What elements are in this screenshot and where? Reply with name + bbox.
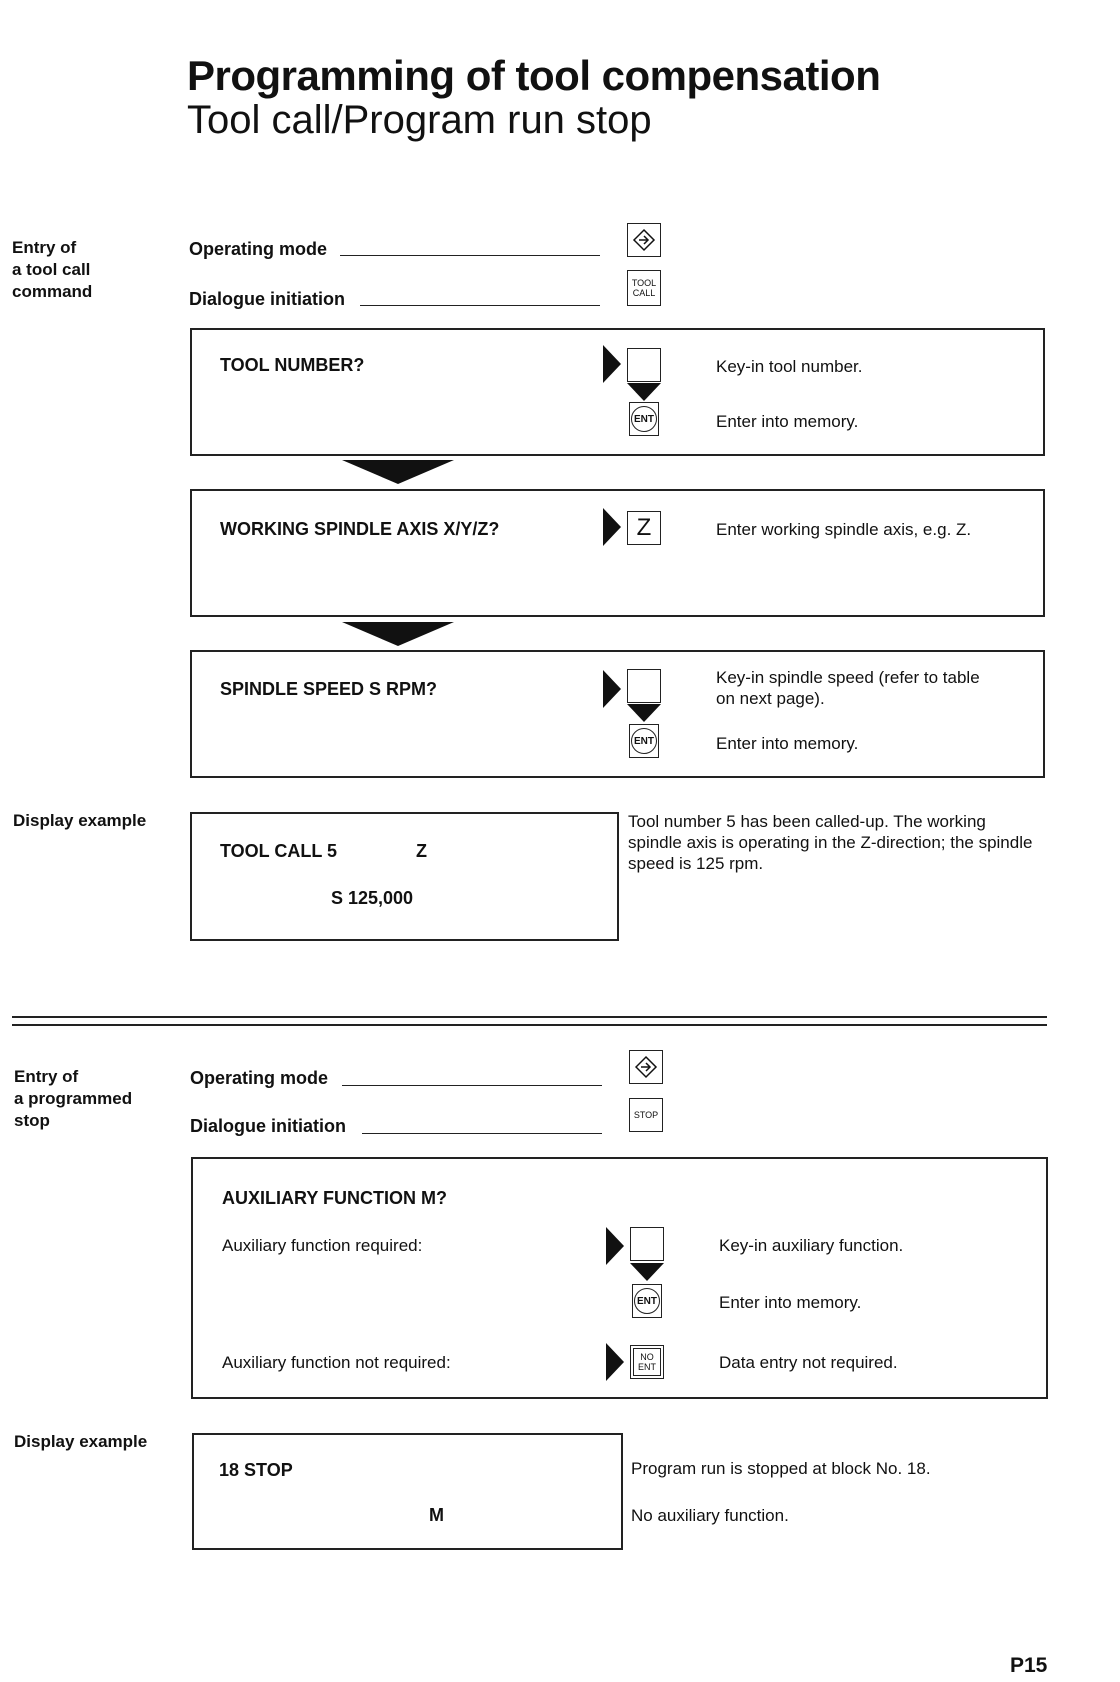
display-aux-function: M [429,1505,444,1525]
aux-not-required-label: Auxiliary function not required: [222,1353,451,1372]
stop-key[interactable] [629,1098,663,1132]
ent-key[interactable] [629,402,659,436]
no-ent-key[interactable] [630,1345,664,1379]
display-line-tool-call: TOOL CALL 5 [220,841,338,861]
flow-down-arrow-icon [342,622,454,646]
no-ent-key-line2: ENT [638,1362,656,1372]
input-arrow-icon [606,1227,624,1265]
desc-data-entry-not-required: Data entry not required. [719,1353,898,1372]
prompt-spindle-axis: WORKING SPINDLE AXIS X/Y/Z? [220,519,500,539]
numeric-input-key[interactable] [630,1227,664,1261]
programming-mode-icon [632,228,656,252]
display-desc-no-aux: No auxiliary function. [631,1506,789,1525]
ent-key[interactable] [629,724,659,758]
dialogue-initiation-label: Dialogue initiation [190,1116,346,1136]
page-number: P15 [1010,1654,1048,1677]
display-example-box [192,1433,623,1550]
desc-key-in-tool-number: Key-in tool number. [716,357,863,376]
aux-required-label: Auxiliary function required: [222,1236,423,1255]
programming-mode-icon [634,1055,658,1079]
section-label-programmed-stop: Entry of a programmed stop [14,1067,133,1130]
desc-enter-memory: Enter into memory. [716,412,859,431]
down-arrow-icon [630,1263,664,1281]
display-axis-value: Z [416,841,427,861]
tool-call-key-line2: CALL [632,288,656,298]
page-subtitle: Tool call/Program run stop [187,98,652,142]
display-example-box [190,812,619,941]
display-example-label: Display example [13,811,147,830]
section-divider [12,1024,1047,1026]
prompt-spindle-speed: SPINDLE SPEED S RPM? [220,679,438,699]
flow-down-arrow-icon [342,460,454,484]
desc-enter-memory: Enter into memory. [719,1293,862,1312]
ent-key-label: ENT [634,1288,660,1314]
input-arrow-icon [603,508,621,546]
leader-line [362,1133,602,1134]
display-spindle-speed: S 125,000 [331,888,414,908]
input-arrow-icon [603,345,621,383]
operating-mode-key[interactable] [627,223,661,257]
desc-enter-spindle-axis: Enter working spindle axis, e.g. Z. [716,520,972,539]
leader-line [342,1085,602,1086]
operating-mode-label: Operating mode [190,1068,329,1088]
section-label-tool-call: Entry of a tool call command [12,238,93,301]
display-desc-stopped: Program run is stopped at block No. 18. [631,1459,931,1478]
stop-key-label: STOP [633,1110,659,1120]
display-line-stop: 18 STOP [219,1460,293,1480]
input-arrow-icon [606,1343,624,1381]
ent-key-label: ENT [631,406,657,432]
operating-mode-label: Operating mode [189,239,328,259]
tool-call-key-line1: TOOL [631,278,657,288]
prompt-auxiliary-function: AUXILIARY FUNCTION M? [222,1188,447,1208]
z-axis-key[interactable]: Z [627,511,661,545]
desc-key-in-auxiliary: Key-in auxiliary function. [719,1236,904,1255]
input-arrow-icon [603,670,621,708]
numeric-input-key[interactable] [627,669,661,703]
dialogue-initiation-label: Dialogue initiation [189,289,345,309]
down-arrow-icon [627,383,661,401]
no-ent-key-line1: NO [640,1352,654,1362]
section-divider [12,1016,1047,1018]
numeric-input-key[interactable] [627,348,661,382]
tool-call-key[interactable] [627,270,661,306]
desc-enter-memory: Enter into memory. [716,734,859,753]
operating-mode-key[interactable] [629,1050,663,1084]
display-example-description: Tool number 5 has been called-up. The working spindle axis is operating in the Z-direction; the spindle speed is 125 rpm. [628,812,1033,873]
prompt-tool-number: TOOL NUMBER? [220,355,365,375]
leader-line [360,305,600,306]
leader-line [340,255,600,256]
ent-key-label: ENT [631,728,657,754]
ent-key[interactable] [632,1284,662,1318]
down-arrow-icon [627,704,661,722]
display-example-label: Display example [14,1432,148,1451]
page-title: Programming of tool compensation [187,52,881,99]
desc-key-in-spindle-speed: Key-in spindle speed (refer to table on next page). [716,668,980,708]
